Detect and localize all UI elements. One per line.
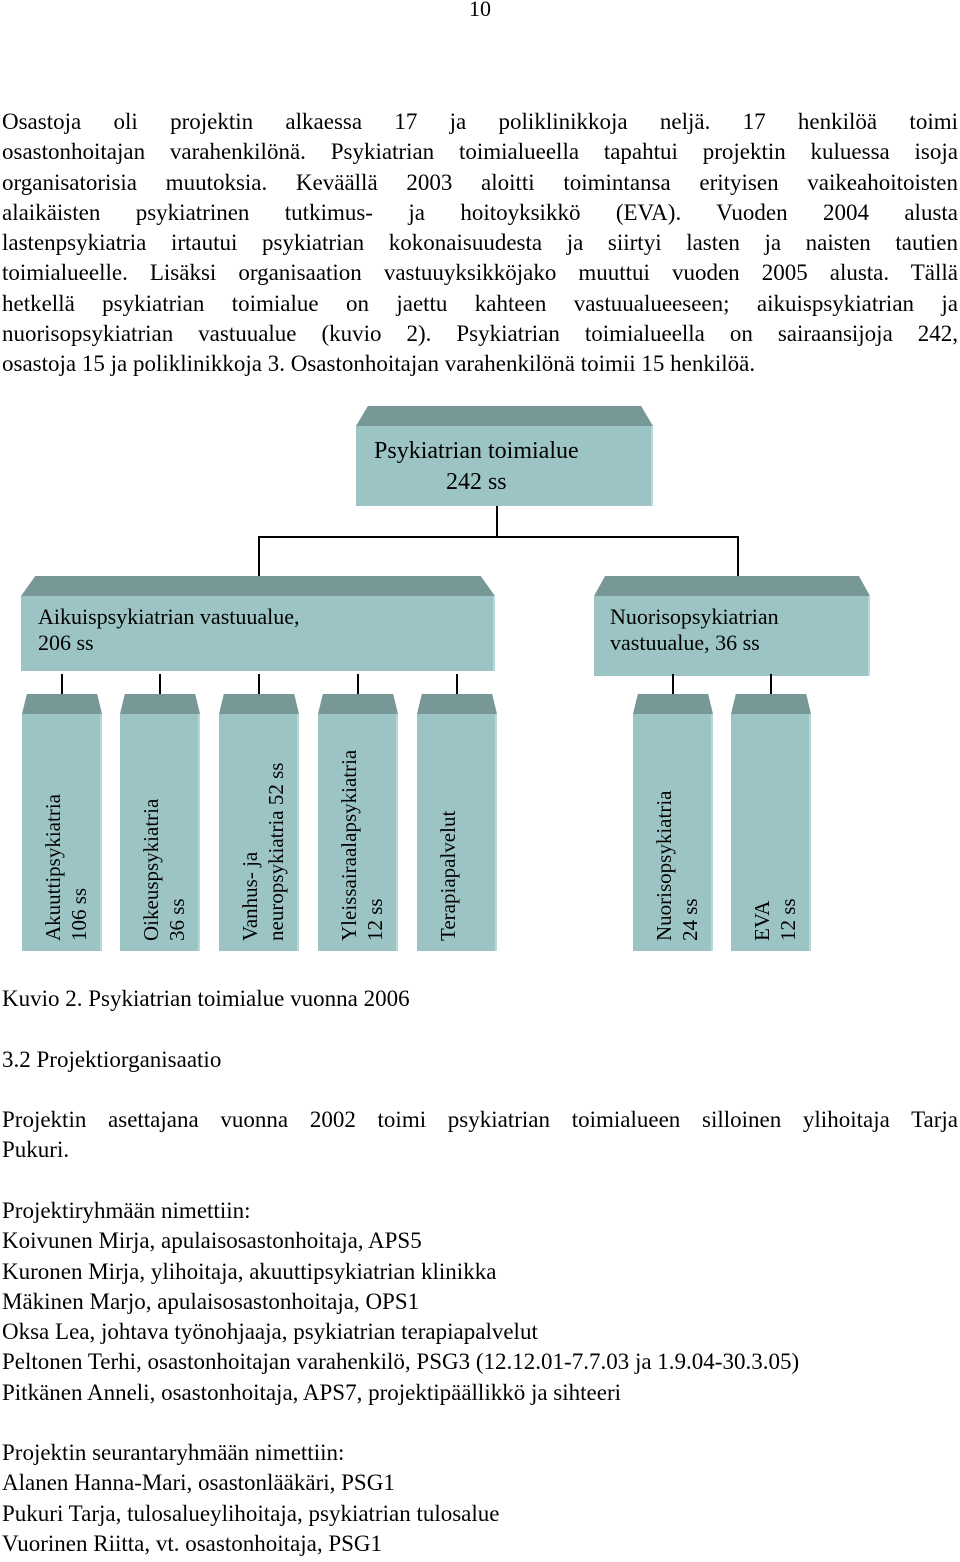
project-group bbox=[2, 1196, 958, 1408]
text-line: Projektin asettajana vuonna 2002 toimi psykiatrian toimialueen silloinen ylihoitaja Tarja bbox=[2, 1107, 958, 1132]
text-line: alaikäisten psykiatrinen tutkimus- ja hoitoyksikkö (EVA). Vuoden 2004 alusta bbox=[2, 199, 958, 225]
bevel bbox=[731, 694, 811, 714]
bevel bbox=[594, 576, 870, 596]
text-line: Pukuri. bbox=[2, 1137, 70, 1163]
connector bbox=[258, 536, 260, 576]
member: Mäkinen Marjo, apulaisosastonhoitaja, OPS1 bbox=[2, 1288, 420, 1314]
figure-caption: Kuvio 2. Psykiatrian toimialue vuonna 2006 bbox=[2, 986, 410, 1011]
group-title: Projektiryhmään nimettiin: bbox=[2, 1198, 251, 1223]
section-heading: 3.2 Projektiorganisaatio bbox=[2, 1047, 222, 1072]
unit-count: 12 ss bbox=[363, 898, 387, 941]
box-title: Aikuispsykiatrian vastuualue, bbox=[38, 604, 300, 629]
member: Pukuri Tarja, tulosalueylihoitaja, psykiatrian tulosalue bbox=[2, 1500, 500, 1526]
unit-name: Nuorisopsykiatria bbox=[652, 790, 676, 941]
connector bbox=[61, 674, 63, 695]
connector bbox=[737, 536, 739, 576]
connector bbox=[357, 674, 359, 695]
unit-box bbox=[22, 694, 102, 951]
bevel bbox=[417, 694, 497, 714]
connector bbox=[456, 674, 458, 695]
bevel bbox=[21, 576, 495, 596]
unit-count: 36 ss bbox=[165, 898, 189, 941]
text-line: lastenpsykiatria irtautui psykiatrian kokonaisuudesta ja siirtyi lasten ja naisten tautien bbox=[2, 230, 958, 256]
page-number: 10 bbox=[469, 0, 491, 21]
bevel bbox=[120, 694, 200, 714]
box-count: 242 ss bbox=[445, 469, 507, 495]
box-count: vastuualue, 36 ss bbox=[610, 630, 760, 655]
text-line: hetkellä psykiatrian toimialue on jaettu kahteen vastuualueeseen; aikuispsykiatrian ja bbox=[2, 290, 958, 316]
unit-box bbox=[417, 694, 497, 951]
text-line: osastonhoitajan varahenkilönä. Psykiatrian toimialueella tapahtui projektin kuluessa isoja bbox=[2, 139, 958, 165]
box-count: 206 ss bbox=[38, 630, 94, 655]
connector bbox=[672, 674, 674, 695]
unit-name: Yleissairaalapsykiatria bbox=[337, 749, 361, 941]
text-line: Osastoja oli projektin alkaessa 17 ja poliklinikkoja neljä. 17 henkilöä toimi bbox=[2, 109, 958, 134]
bevel bbox=[219, 694, 299, 714]
connector bbox=[770, 674, 772, 695]
group-title: Projektin seurantaryhmään nimettiin: bbox=[2, 1440, 345, 1465]
member: Pitkänen Anneli, osastonhoitaja, APS7, projektipäällikkö ja sihteeri bbox=[2, 1379, 622, 1405]
member: Kuronen Mirja, ylihoitaja, akuuttipsykiatrian klinikka bbox=[2, 1258, 497, 1284]
unit-name: Vanhus- ja bbox=[238, 851, 262, 941]
unit-box bbox=[318, 694, 398, 951]
top-box bbox=[356, 406, 653, 506]
connector bbox=[496, 505, 498, 538]
unit-box bbox=[219, 694, 299, 951]
unit-count: neuropsykiatria 52 ss bbox=[264, 762, 288, 941]
left-box bbox=[21, 576, 495, 671]
unit-count: 12 ss bbox=[776, 898, 800, 941]
unit-box bbox=[120, 694, 200, 951]
member: Alanen Hanna-Mari, osastonlääkäri, PSG1 bbox=[2, 1470, 395, 1496]
member: Vuorinen Riitta, vt. osastonhoitaja, PSG1 bbox=[2, 1530, 383, 1556]
paragraph bbox=[2, 1105, 958, 1166]
text-line: nuorisopsykiatrian vastuualue (kuvio 2). Psykiatrian toimialueella on sairaansijoja 242, bbox=[2, 321, 958, 347]
unit-name: Akuuttipsykiatria bbox=[41, 794, 65, 941]
member: Koivunen Mirja, apulaisosastonhoitaja, APS5 bbox=[2, 1228, 422, 1254]
box-title: Psykiatrian toimialue bbox=[374, 438, 579, 464]
member: Peltonen Terhi, osastonhoitajan varahenkilö, PSG3 (12.12.01-7.7.03 ja 1.9.04-30.3.05) bbox=[2, 1349, 800, 1375]
bevel bbox=[22, 694, 102, 714]
bevel bbox=[356, 406, 653, 426]
connector bbox=[258, 674, 260, 695]
unit-name: EVA bbox=[750, 900, 774, 941]
unit-count: 106 ss bbox=[67, 887, 91, 941]
member: Oksa Lea, johtava työnohjaaja, psykiatrian terapiapalvelut bbox=[2, 1319, 538, 1345]
connector bbox=[258, 536, 739, 538]
connector bbox=[159, 674, 161, 695]
box-title: Nuorisopsykiatrian bbox=[610, 604, 779, 629]
unit-name: Oikeuspsykiatria bbox=[139, 798, 163, 941]
text-line: toimialueelle. Lisäksi organisaation vastuuyksikköjako muuttui vuoden 2005 alusta. Tällä bbox=[2, 260, 958, 286]
unit-name: Terapiapalvelut bbox=[436, 810, 460, 941]
unit-box bbox=[731, 694, 811, 951]
unit-box bbox=[633, 694, 713, 951]
unit-count: 24 ss bbox=[678, 898, 702, 941]
bevel bbox=[633, 694, 713, 714]
steering-group bbox=[2, 1438, 958, 1559]
text-line: osastoja 15 ja poliklinikkoja 3. Osastonhoitajan varahenkilönä toimii 15 henkilöä. bbox=[2, 351, 756, 377]
bevel bbox=[318, 694, 398, 714]
right-box bbox=[594, 576, 870, 676]
text-line: organisatorisia muutoksia. Keväällä 2003 aloitti toimintansa erityisen vaikeahoitoisten bbox=[2, 169, 958, 195]
intro-paragraph bbox=[2, 107, 958, 380]
